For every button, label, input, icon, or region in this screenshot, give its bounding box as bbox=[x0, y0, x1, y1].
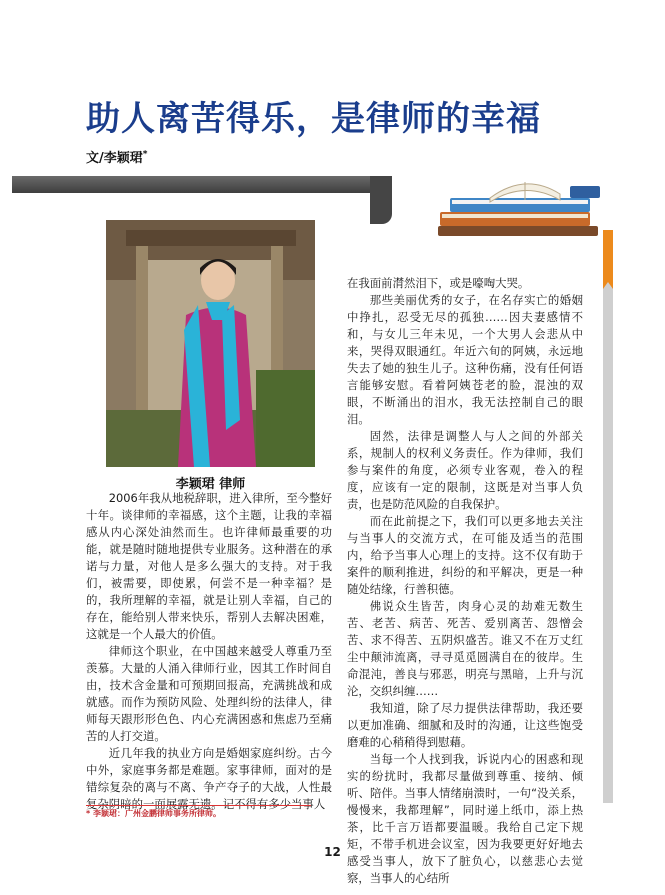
paragraph: 当每一个人找到我，诉说内心的困惑和现实的纷扰时，我都尽量做到尊重、接纳、倾听、陪伴。当事人情绪崩溃时，一句“没关系，慢慢来，我都理解”，同时递上纸巾，添上热茶，比千言万语都要温暖。我给自己定下规矩，不带手机进会议室，因为我要更好好地去感受当事人，放下了脏负心，以慈悲心去觉察，当事人的心结所 bbox=[347, 752, 583, 885]
paragraph: 那些美丽优秀的女子，在名存实亡的婚姻中挣扎，忍受无尽的孤独……因夫妻感情不和，与女儿三年未见，一个大男人会悲从中来，哭得双眼通红。年近六旬的阿姨，永远地失去了她的独生儿子。这种伤痛，没有任何语言能够安慰。看着阿姨苍老的脸，混浊的双眼，不断涌出的泪水，我无法控制自己的眼泪。 bbox=[347, 293, 583, 426]
paragraph: 固然，法律是调整人与人之间的外部关系，规制人的权利义务责任。作为律师，我们参与案件的角度，必须专业客观，卷入的程度，应该有一定的限制，这既是对当事人负责，也是防范风险的自我保护。 bbox=[347, 429, 583, 511]
header-bar bbox=[12, 176, 392, 193]
paragraph: 2006年我从地税辞职，进入律所，至今整好十年。谈律师的幸福感，这个主题，让我的幸福感从内心深处油然而生。也许律师最重要的功能，就是随时随地提供专业服务。这种潜在的承诺与力量，对他人是多么强大的支持。对于我们，被需要，即使累，何尝不是一种幸福？是的，我所理解的幸福，就是让别人幸福，自己的存在，能给别人带来快乐，帮别人去解决困难，这就是一个人最大的价值。 bbox=[86, 491, 332, 641]
photo-caption: 李颖珺 律师 bbox=[175, 477, 246, 492]
paragraph: 而在此前提之下，我们可以更多地去关注与当事人的交流方式，在可能及适当的范围内，给予当事人心理上的支持。这不仅有助于案件的顺利推进，纠纷的和平解决，更是一种随处结缘，行善积德。 bbox=[347, 514, 583, 596]
header-bar-corner-cut bbox=[360, 193, 370, 224]
author-name: 文/李颖珺 bbox=[86, 151, 143, 166]
right-margin-bar bbox=[603, 233, 613, 803]
right-text-column bbox=[347, 275, 583, 887]
article-title: 助人离苦得乐，是律师的幸福 bbox=[86, 99, 541, 139]
author-photo bbox=[106, 220, 315, 467]
header-bar-corner bbox=[370, 176, 392, 224]
paragraph: 律师这个职业，在中国越来越受人尊重乃至羡慕。大量的人涌入律师行业，因其工作时间自由，技术含金量和可预期回报高，充满挑战和成就感。而作为预防风险、处理纠纷的法律人，律师每天跟形形色色、内心充满困惑和焦虑乃至痛苦的人打交道。 bbox=[86, 644, 332, 743]
page-number: 12 bbox=[324, 845, 341, 859]
left-text-column bbox=[86, 490, 332, 813]
paragraph: 我知道，除了尽力提供法律帮助，我还要以更加准确、细腻和及时的沟通，让这些饱受磨难的心稍稍得到慰藉。 bbox=[347, 701, 583, 749]
paragraph: 在我面前潸然泪下，或是嚎啕大哭。 bbox=[347, 276, 530, 290]
paragraph: 佛说众生皆苦，肉身心灵的劫难无数生苦、老苦、病苦、死苦、爱别离苦、怨憎会苦、求不得苦、五阴炽盛苦。谁又不在万丈红尘中颠沛流离，寻寻觅觅圆满自在的彼岸。生命混沌，善良与邪恶，明亮与黑暗，上升与沉沦，交织纠缠…… bbox=[347, 599, 583, 698]
orange-page-tab bbox=[603, 230, 613, 282]
article-author bbox=[86, 147, 147, 166]
paragraph: 近几年我的执业方向是婚姻家庭纠纷。古今中外，家庭事务都是难题。家事律师，面对的是错综复杂的离与不离、争产夺子的大战，人性最复杂阴暗的一面展露无遗。记不得有多少当事人 bbox=[86, 746, 332, 811]
author-footnote-mark: * bbox=[142, 149, 148, 160]
footnote-divider bbox=[86, 805, 311, 806]
stack-of-books-illustration bbox=[430, 178, 610, 238]
footnote: * 李颖珺：广州金鹏律师事务所律师。 bbox=[86, 809, 221, 818]
